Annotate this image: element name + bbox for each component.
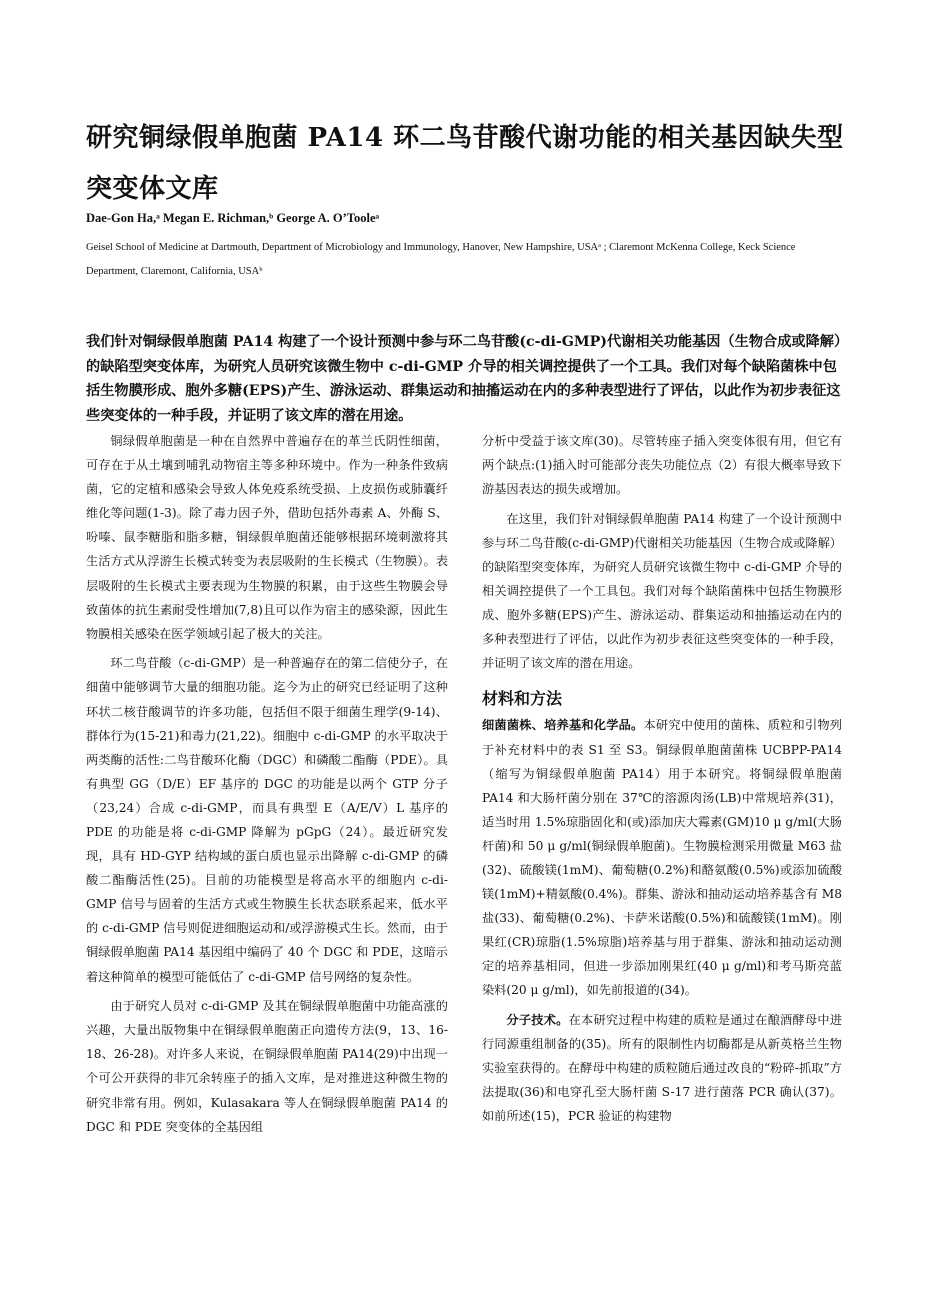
run-in-heading: 细菌菌株、培养基和化学品。 <box>482 718 644 733</box>
affiliation-line-2: Department, Claremont, California, USAᵇ <box>86 266 263 277</box>
right-column <box>482 429 842 1134</box>
body-paragraph: 在这里，我们针对铜绿假单胞菌 PA14 构建了一个设计预测中参与环二鸟苷酸(c-di-GMP)代谢相关功能基因（生物合成或降解）的缺陷型突变体库，为研究人员研究该微生物中 c-di-GMP 介导的相关调控提供了一个工具包。我们对每个缺陷菌株中包括生物膜形成、胞外多糖(EPS)产生、游泳运动、群集运动和抽搐运动在内的多种表型进行了评估，以此作为初步表征这些突变体的一种手段，并证明了该文库的潜在用途。 <box>482 511 842 671</box>
run-in-heading: 分子技术。 <box>506 1013 569 1028</box>
body-paragraph: 环二鸟苷酸（c-di-GMP）是一种普遍存在的第二信使分子，在细菌中能够调节大量的细胞功能。迄今为止的研究已经证明了这种环状二核苷酸调节的许多功能，包括但不限于细菌生理学(9-14)、群体行为(15-21)和毒力(21,22)。细胞中 c-di-GMP 的水平取决于两类酶的活性:二鸟苷酸环化酶（DGC）和磷酸二酯酶（PDE）。具有典型 GG（D/E）EF 基序的 DGC 的功能是以两个 GTP 分子（23,24）合成 c-di-GMP，而具有典型 E（A/E/V）L 基序的 PDE 的功能是将 c-di-GMP 降解为 pGpG（24）。最近研究发现，具有 HD-GYP 结构域的蛋白质也显示出降解 c-di-GMP 的磷酸二酯酶活性(25)。目前的功能模型是将高水平的细胞内 c-di-GMP 信号与固着的生活方式或生物膜生长状态联系起来，低水平的 c-di-GMP 信号则促进细胞运动和/或浮游模式生长。然而，由于铜绿假单胞菌 PA14 基因组中编码了 40 个 DGC 和 PDE，这暗示着这种简单的模型可能低估了 c-di-GMP 信号网络的复杂性。 <box>86 656 448 984</box>
section-heading-methods: 材料和方法 <box>482 689 563 709</box>
methods-text: 本研究中使用的菌株、质粒和引物列于补充材料中的表 S1 至 S3。铜绿假单胞菌菌株 UCBPP-PA14（缩写为铜绿假单胞菌 PA14）用于本研究。将铜绿假单胞菌 PA14 和大肠杆菌分别在 37℃的溶源肉汤(LB)中常规培养(31)，适当时用 1.5%琼脂固化和(或)添加庆大霉素(GM)10 μ g/ml(大肠杆菌)和 50 μ g/ml(铜绿假单胞菌)。生物膜检测采用微量 M63 盐(32)、硫酸镁(1mM)、葡萄糖(0.2%)和酪氨酸(0.5%)或添加硫酸镁(1mM)+精氨酸(0.4%)。群集、游泳和抽动运动培养基含有 M8 盐(33)、葡萄糖(0.2%)、卡萨米诺酸(0.5%)和硫酸镁(1mM)。刚果红(CR)琼脂(1.5%琼脂)培养基与用于群集、游泳和抽动运动测定的培养基相同，但进一步添加刚果红(40 μ g/ml)和考马斯亮蓝染料(20 μ g/ml)，如先前报道的(34)。 <box>482 718 842 998</box>
paper-title: 研究铜绿假单胞菌 PA14 环二鸟苷酸代谢功能的相关基因缺失型突变体文库 <box>86 123 844 204</box>
affiliations <box>86 236 856 284</box>
body-paragraph-continued: 分析中受益于该文库(30)。尽管转座子插入突变体很有用，但它有两个缺点:(1)插入时可能部分丧失功能位点（2）有很大概率导致下游基因表达的损失或增加。 <box>482 434 842 497</box>
author-list: Dae-Gon Ha,ᵃ Megan E. Richman,ᵇ George A. O’Tooleᵃ <box>86 211 380 225</box>
body-paragraph: 由于研究人员对 c-di-GMP 及其在铜绿假单胞菌中功能高涨的兴趣，大量出版物集中在铜绿假单胞菌正向遗传方法(9，13、16-18、26-28)。对许多人来说，在铜绿假单胞菌 PA14(29)中出现一个可公开获得的非冗余转座子的插入文库，是对推进这种微生物的研究非常有用。例如，Kulasakara 等人在铜绿假单胞菌 PA14 的 DGC 和 PDE 突变体的全基因组 <box>86 999 448 1134</box>
affiliation-line-1: Geisel School of Medicine at Dartmouth, Department of Microbiology and Immunology, Hanover, New Hampshire, USAᵃ ; Claremont McKenna College, Keck Science <box>86 242 796 253</box>
body-paragraph: 铜绿假单胞菌是一种在自然界中普遍存在的革兰氏阴性细菌，可存在于从土壤到哺乳动物宿主等多种环境中。作为一种条件致病菌，它的定植和感染会导致人体免疫系统受损、上皮损伤或肺囊纤维化等问题(1-3)。除了毒力因子外，借助包括外毒素 A、外酶 S、吩嗪、鼠李糖脂和脂多糖，铜绿假单胞菌还能够根据环境刺激将其生活方式从浮游生长模式转变为表层吸附的生长模式（生物膜）。表层吸附的生长模式主要表现为生物膜的积累，由于这些生物膜会导致菌体的抗生素耐受性增加(7,8)且可以作为宿主的感染源，因此生物膜相关感染在医学领域引起了极大的关注。 <box>86 434 448 641</box>
methods-paragraph-strains <box>482 713 842 1002</box>
methods-text: 在本研究过程中构建的质粒是通过在酿酒酵母中进行同源重组制备的(35)。所有的限制性内切酶都是从新英格兰生物实验室获得的。在酵母中构建的质粒随后通过改良的“粉碎-抓取”方法提取(36)和电穿孔至大肠杆菌 S-17 进行菌落 PCR 确认(37)。如前所述(15)，PCR 验证的构建物 <box>482 1013 843 1124</box>
abstract: 我们针对铜绿假单胞菌 PA14 构建了一个设计预测中参与环二鸟苷酸(c-di-GMP)代谢相关功能基因（生物合成或降解）的缺陷型突变体库，为研究人员研究该微生物中 c-di-GMP 介导的相关调控提供了一个工具。我们对每个缺陷菌株中包括生物膜形成、胞外多糖(EPS)产生、游泳运动、群集运动和抽搐运动在内的多种表型进行了评估，以此作为初步表征这些突变体的一种手段，并证明了该文库的潜在用途。 <box>86 334 842 424</box>
left-column <box>86 429 448 1144</box>
methods-paragraph-molecular <box>482 1008 842 1128</box>
